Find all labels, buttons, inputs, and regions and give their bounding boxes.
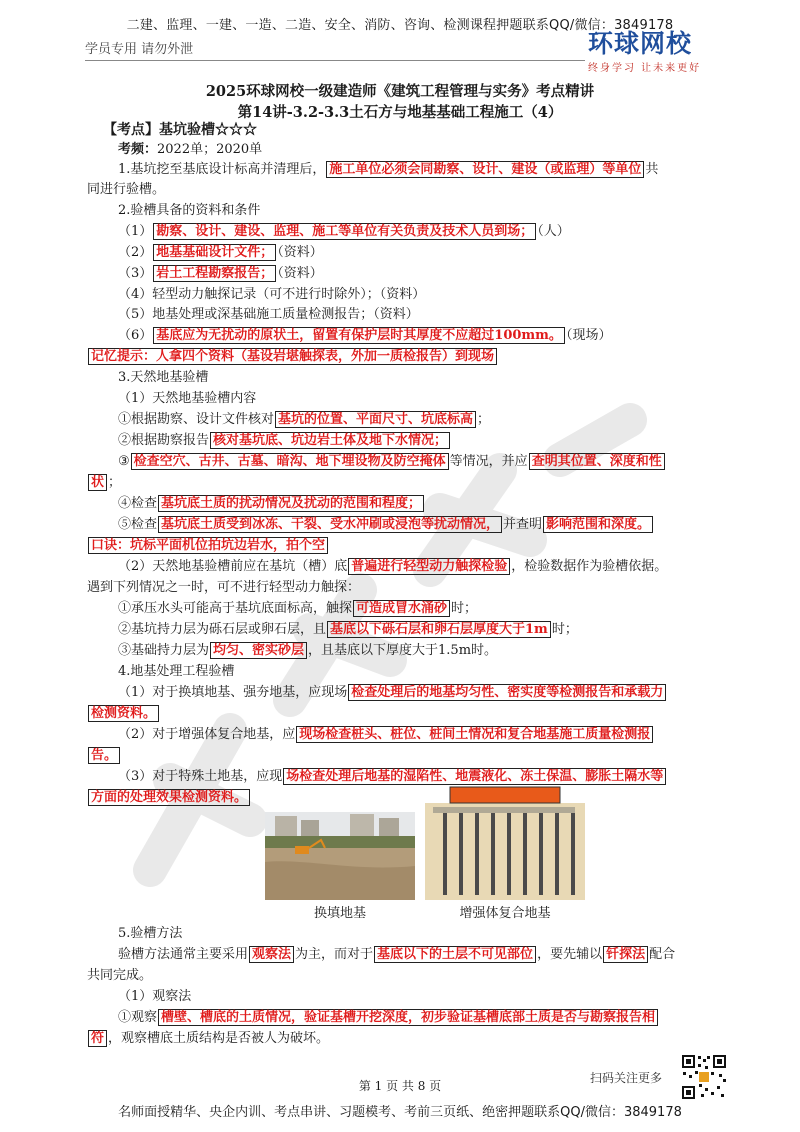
left-figure-caption: 换填地基	[313, 906, 366, 921]
item-number: （3）	[118, 266, 153, 281]
p3-content2-highlight: 核对基坑底、坑边岩土体及地下水情况；	[210, 432, 450, 449]
text: 验槽方法通常主要采用	[118, 947, 249, 962]
observation-method-highlight: 观察法	[249, 946, 294, 963]
item-number: （1）	[118, 224, 153, 239]
memory-tip-highlight: 记忆提示：人拿四个资料（基设岩堪触探表，外加一质检报告）到现场	[88, 348, 497, 365]
text: （2）对于增强体复合地基，应	[118, 727, 296, 742]
p3-content3	[118, 452, 800, 472]
item-tag: （资料）	[277, 266, 323, 281]
p2-item3-highlight: 岩土工程勘察报告；	[153, 265, 276, 282]
probing-method-highlight: 钎探法	[603, 946, 648, 963]
p2-item1-highlight: 勘察、设计、建设、监理、施工等单位有关负责及技术人员到场；	[153, 223, 536, 240]
p3-content5-highlight2: 影响范围和深度。	[543, 516, 653, 533]
replacement-foundation-photo	[265, 812, 415, 900]
text: 为主，而对于	[295, 947, 374, 962]
text: 配合	[649, 947, 676, 962]
p3-exception3-highlight: 均匀、密实砂层	[210, 642, 307, 659]
p3-sub1: （1）天然地基验槽内容	[118, 391, 257, 406]
logo-slogan: 终身学习 让未来更好	[588, 63, 702, 74]
p4-item2-highlight: 现场检查桩头、桩位、桩间土情况和复合地基施工质量检测报	[296, 726, 653, 743]
frequency-value: 2022单；2020单	[157, 142, 263, 157]
text: ；	[477, 412, 491, 427]
item-tag: （人）	[537, 224, 570, 239]
p4-item2-highlight2: 告。	[88, 747, 120, 764]
page-number: 第 1 页 共 8 页	[358, 1079, 442, 1093]
p3-content1-highlight: 基坑的位置、平面尺寸、坑底标高	[275, 411, 476, 428]
doc-title-line2: 第14讲-3.2-3.3土石方与地基基础工程施工（4）	[237, 104, 563, 121]
p3-content5	[118, 515, 800, 535]
text: 并查明	[503, 517, 543, 532]
p4-item1-highlight2: 检测资料。	[88, 705, 159, 722]
p2-item6	[118, 326, 800, 346]
p1-text: 1.基坑挖至基底设计标高并清理后，	[118, 162, 326, 177]
p5-title: 5.验槽方法	[118, 926, 183, 941]
p2-item3	[118, 264, 800, 284]
text: 时；	[451, 601, 478, 616]
p3-content3-highlight3: 状	[88, 474, 107, 491]
p2-item4: （4）轻型动力触探记录（可不进行时除外）；（资料）	[118, 287, 426, 302]
text: ，要先辅以	[537, 947, 603, 962]
text: ①承压水头可能高于基坑底面标高，触探	[118, 601, 353, 616]
text: ⑤检查	[118, 517, 158, 532]
oral-formula-highlight: 口诀：坑标平面机位拍坑边岩水，拍个空	[88, 537, 328, 554]
frequency-label: 考频：	[118, 142, 158, 157]
student-only-note: 学员专用 请勿外泄	[85, 42, 194, 57]
text: ①观察	[118, 1010, 158, 1025]
p4-item1-cont	[87, 704, 800, 724]
p5-observe1-highlight: 槽壁、槽底的土质情况，验证基槽开挖深度，初步验证基槽底部土质是否与勘察报告相	[158, 1009, 658, 1026]
p5-sub1: （1）观察法	[118, 989, 192, 1004]
p3-sub2-cont: 遇到下列情况之一时，可不进行轻型动力触探：	[87, 580, 361, 595]
p3-title: 3.天然地基验槽	[118, 370, 209, 385]
text: ④检查	[118, 496, 158, 511]
p2-item2-highlight: 地基基础设计文件；	[153, 244, 276, 261]
p3-content3-highlight: 检查空穴、古井、古墓、暗沟、地下埋设物及防空掩体	[131, 453, 449, 470]
p3-content5-highlight: 基坑底土质受到冰冻、干裂、受水冲刷或浸泡等扰动情况，	[158, 516, 502, 533]
p3-exception1-highlight: 可造成冒水涌砂	[353, 600, 450, 617]
p3-content2	[118, 431, 800, 451]
text: ③基础持力层为	[118, 643, 210, 658]
p3-content3-cont	[87, 473, 800, 493]
right-figure-caption: 增强体复合地基	[459, 906, 551, 921]
hqwx-logo	[588, 30, 728, 74]
text: （2）天然地基验槽前应在基坑（槽）底	[118, 559, 348, 574]
p4-item1	[118, 683, 800, 703]
text: （3）对于特殊土地基，应现	[118, 769, 283, 784]
doc-title-line1: 2025环球网校一级建造师《建筑工程管理与实务》考点精讲	[205, 83, 595, 100]
text: （1）对于换填地基、强夯地基，应现场	[118, 685, 348, 700]
p2-item1	[118, 222, 800, 242]
p5-line2: 共同完成。	[87, 968, 153, 983]
p4-item3-highlight2: 方面的处理效果检测资料。	[88, 789, 250, 806]
invisible-layer-highlight: 基底以下的土层不可见部位	[374, 946, 536, 963]
p5-observe1	[118, 1008, 800, 1028]
p3-exception1	[118, 599, 800, 619]
text: ；	[108, 475, 122, 490]
item-tag: （资料）	[277, 245, 323, 260]
text: ②基坑持力层为砾石层或卵石层，且	[118, 622, 327, 637]
p4-title: 4.地基处理工程验槽	[118, 664, 235, 679]
p5-line1	[118, 945, 800, 965]
text: ，观察槽底土质结构是否被人为破坏。	[108, 1031, 330, 1046]
p3-exception2-highlight: 基底以下砾石层和卵石层厚度大于1m	[327, 621, 551, 638]
section-heading: 【考点】基坑验槽☆☆☆	[103, 122, 257, 138]
p3-content4	[118, 494, 800, 514]
p2-item2	[118, 243, 800, 263]
p3-content3-highlight2: 查明其位置、深度和性	[529, 453, 665, 470]
text: ①根据勘察、设计文件核对	[118, 412, 275, 427]
item-tag: （现场）	[565, 328, 612, 343]
p3-sub2-highlight: 普遍进行轻型动力触探检验	[348, 558, 510, 575]
p5-observe1-highlight2: 符	[88, 1030, 107, 1047]
item-number: （2）	[118, 245, 153, 260]
text: ②根据勘察报告	[118, 433, 210, 448]
p3-exception3	[118, 641, 800, 661]
p2-title: 2.验槽具备的资料和条件	[118, 203, 261, 218]
text: 时；	[551, 622, 578, 637]
header-divider	[85, 60, 585, 61]
text: ，且基底以下厚度大于1.5m时。	[308, 643, 498, 658]
scan-follow-text: 扫码关注更多	[590, 1071, 663, 1085]
p2-item6-highlight: 基底应为无扰动的原状土，留置有保护层时其厚度不应超过100mm。	[153, 327, 565, 344]
bottom-contact-banner: 名师面授精华、央企内训、考点串讲、习题模考、考前三页纸、绝密押题联系QQ/微信：3849178	[118, 1105, 682, 1120]
p5-observe1-cont	[87, 1029, 800, 1049]
text: 等情况，并应	[449, 454, 528, 469]
p4-item2-cont	[87, 746, 800, 766]
p4-item2	[118, 725, 800, 745]
memory-tip	[87, 347, 800, 367]
logo-name: 环球网校	[588, 29, 693, 58]
text: ，检验数据作为验槽依据。	[511, 559, 668, 574]
composite-foundation-diagram	[425, 783, 585, 900]
p1-line1	[118, 160, 800, 180]
p4-item3-highlight: 场检查处理后地基的湿陷性、地震液化、冻土保温、膨胀土隔水等	[283, 768, 666, 785]
p3-content1	[118, 410, 800, 430]
frequency-line	[118, 140, 800, 160]
p3-sub2	[118, 557, 800, 577]
p3-exception2	[118, 620, 800, 640]
p1-text-end: 共	[645, 162, 659, 177]
p3-content4-highlight: 基坑底土质的扰动情况及扰动的范围和程度；	[158, 495, 424, 512]
p1-highlight: 施工单位必须会同勘察、设计、建设（或监理）等单位	[326, 161, 644, 178]
oral-formula	[87, 536, 800, 556]
p1-line2: 同进行验槽。	[87, 182, 166, 197]
p4-item1-highlight: 检查处理后的地基均匀性、密实度等检测报告和承载力	[348, 684, 666, 701]
top-contact-banner: 二建、监理、一建、一造、二造、安全、消防、咨询、检测课程押题联系QQ/微信：3849178	[126, 18, 674, 33]
item-number: （6）	[118, 328, 153, 343]
p2-item5: （5）地基处理或深基础施工质量检测报告；（资料）	[118, 307, 419, 322]
text: ③	[118, 454, 130, 469]
